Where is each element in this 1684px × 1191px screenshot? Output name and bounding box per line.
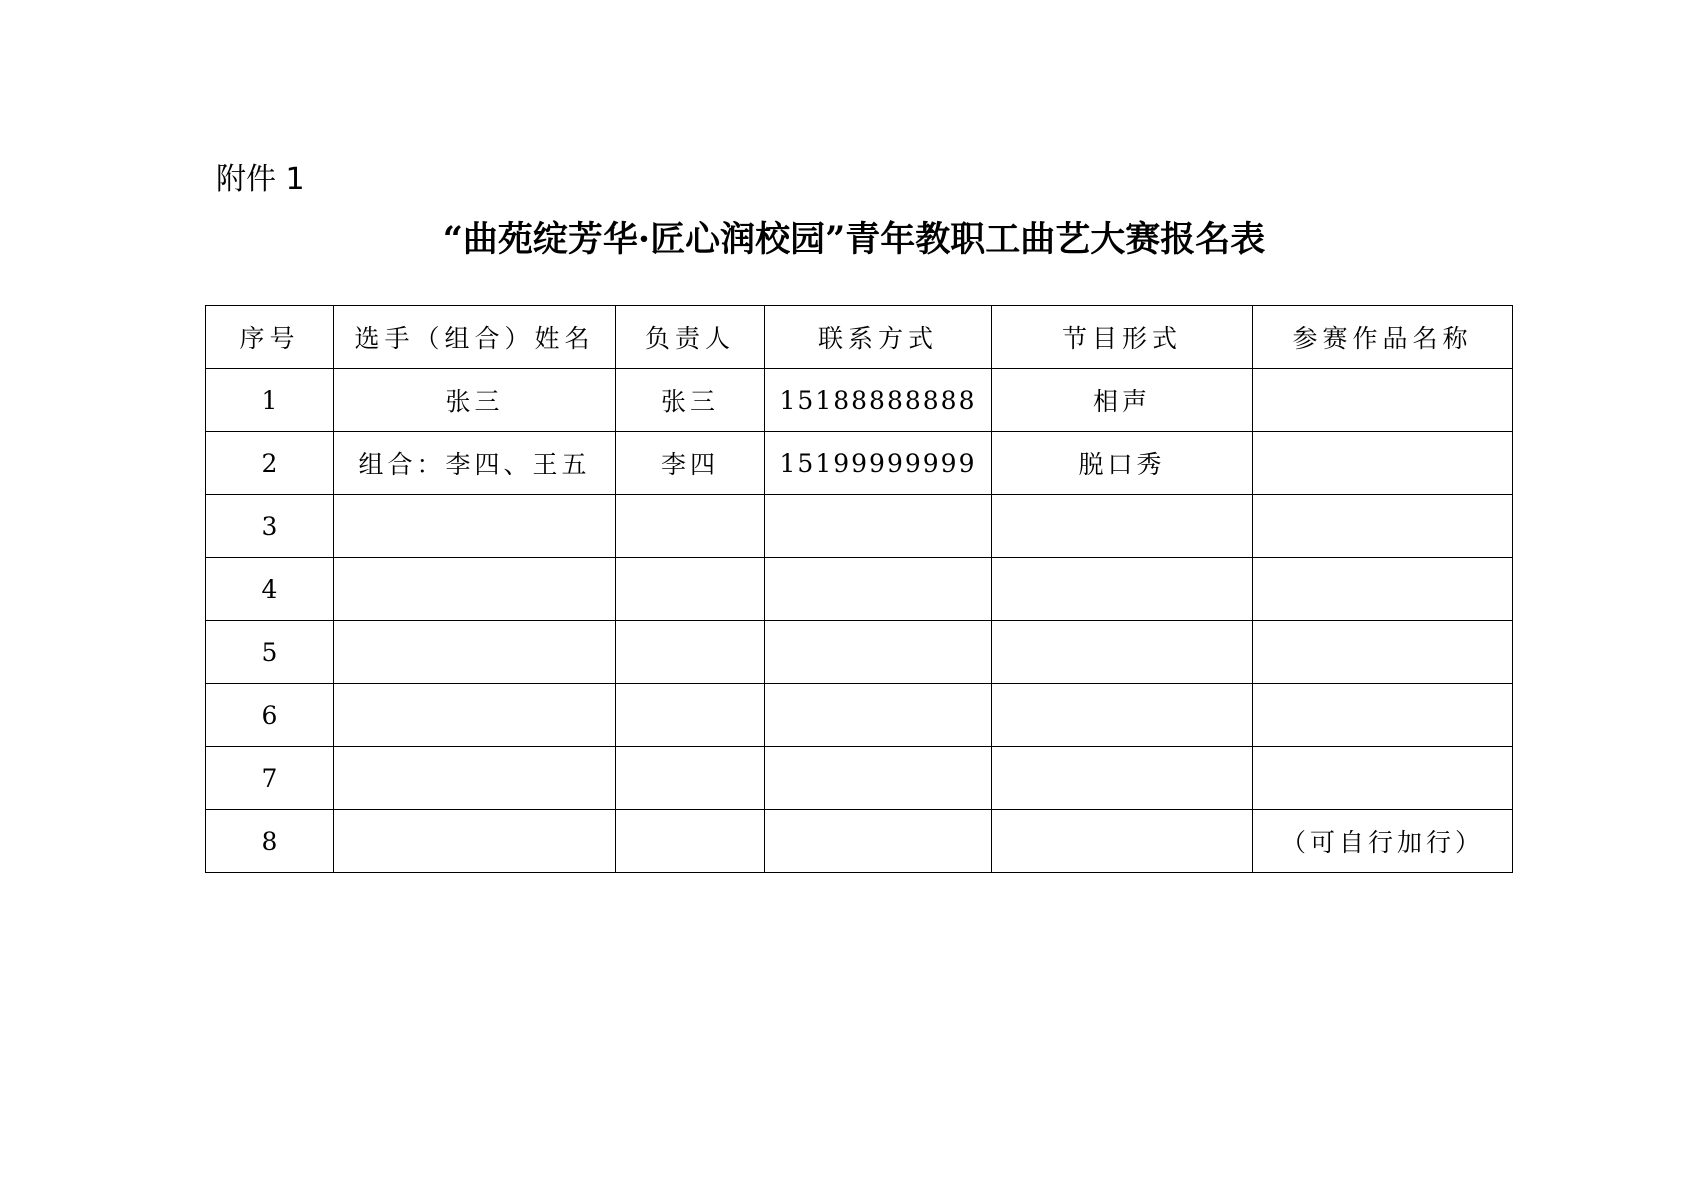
program-form-cell xyxy=(992,621,1253,684)
contestant-name-cell xyxy=(334,810,616,873)
work-title-cell xyxy=(1253,558,1513,621)
contact-cell xyxy=(765,810,992,873)
serial-number-cell: 3 xyxy=(206,495,334,558)
person-in-charge-cell xyxy=(616,684,765,747)
contestant-name-cell xyxy=(334,495,616,558)
table-row xyxy=(206,558,1513,621)
program-form-cell xyxy=(992,810,1253,873)
contestant-name-cell xyxy=(334,621,616,684)
contact-cell xyxy=(765,558,992,621)
header-work-title: 参赛作品名称 xyxy=(1253,306,1513,369)
serial-number-cell: 8 xyxy=(206,810,334,873)
program-form-cell: 相声 xyxy=(992,369,1253,432)
person-in-charge-cell xyxy=(616,621,765,684)
header-person-in-charge: 负责人 xyxy=(616,306,765,369)
table-row xyxy=(206,747,1513,810)
work-title-cell xyxy=(1253,621,1513,684)
registration-table xyxy=(205,305,1513,873)
serial-number-cell: 1 xyxy=(206,369,334,432)
table-row xyxy=(206,621,1513,684)
contact-cell: 15188888888 xyxy=(765,369,992,432)
work-title-cell xyxy=(1253,432,1513,495)
serial-number-cell: 5 xyxy=(206,621,334,684)
program-form-cell xyxy=(992,495,1253,558)
person-in-charge-cell: 李四 xyxy=(616,432,765,495)
contestant-name-cell: 张三 xyxy=(334,369,616,432)
contact-cell: 15199999999 xyxy=(765,432,992,495)
work-title-cell xyxy=(1253,747,1513,810)
serial-number-cell: 6 xyxy=(206,684,334,747)
program-form-cell xyxy=(992,684,1253,747)
table-row xyxy=(206,495,1513,558)
contestant-name-cell: 组合：李四、王五 xyxy=(334,432,616,495)
work-title-cell: （可自行加行） xyxy=(1253,810,1513,873)
table-row xyxy=(206,810,1513,873)
person-in-charge-cell xyxy=(616,810,765,873)
work-title-cell xyxy=(1253,684,1513,747)
program-form-cell xyxy=(992,747,1253,810)
table-row xyxy=(206,684,1513,747)
work-title-cell xyxy=(1253,495,1513,558)
table-header-row xyxy=(206,306,1513,369)
header-contact: 联系方式 xyxy=(765,306,992,369)
serial-number-cell: 4 xyxy=(206,558,334,621)
header-program-form: 节目形式 xyxy=(992,306,1253,369)
contestant-name-cell xyxy=(334,684,616,747)
document-title: “曲苑绽芳华·匠心润校园”青年教职工曲艺大赛报名表 xyxy=(442,219,1266,260)
person-in-charge-cell xyxy=(616,495,765,558)
program-form-cell xyxy=(992,558,1253,621)
person-in-charge-cell xyxy=(616,558,765,621)
serial-number-cell: 2 xyxy=(206,432,334,495)
header-contestant-name: 选手（组合）姓名 xyxy=(334,306,616,369)
program-form-cell: 脱口秀 xyxy=(992,432,1253,495)
contact-cell xyxy=(765,684,992,747)
contact-cell xyxy=(765,747,992,810)
serial-number-cell: 7 xyxy=(206,747,334,810)
work-title-cell xyxy=(1253,369,1513,432)
contact-cell xyxy=(765,621,992,684)
table-row xyxy=(206,432,1513,495)
table-row xyxy=(206,369,1513,432)
header-serial-number: 序号 xyxy=(206,306,334,369)
contact-cell xyxy=(765,495,992,558)
person-in-charge-cell xyxy=(616,747,765,810)
person-in-charge-cell: 张三 xyxy=(616,369,765,432)
attachment-label: 附件 1 xyxy=(216,162,305,197)
contestant-name-cell xyxy=(334,558,616,621)
contestant-name-cell xyxy=(334,747,616,810)
